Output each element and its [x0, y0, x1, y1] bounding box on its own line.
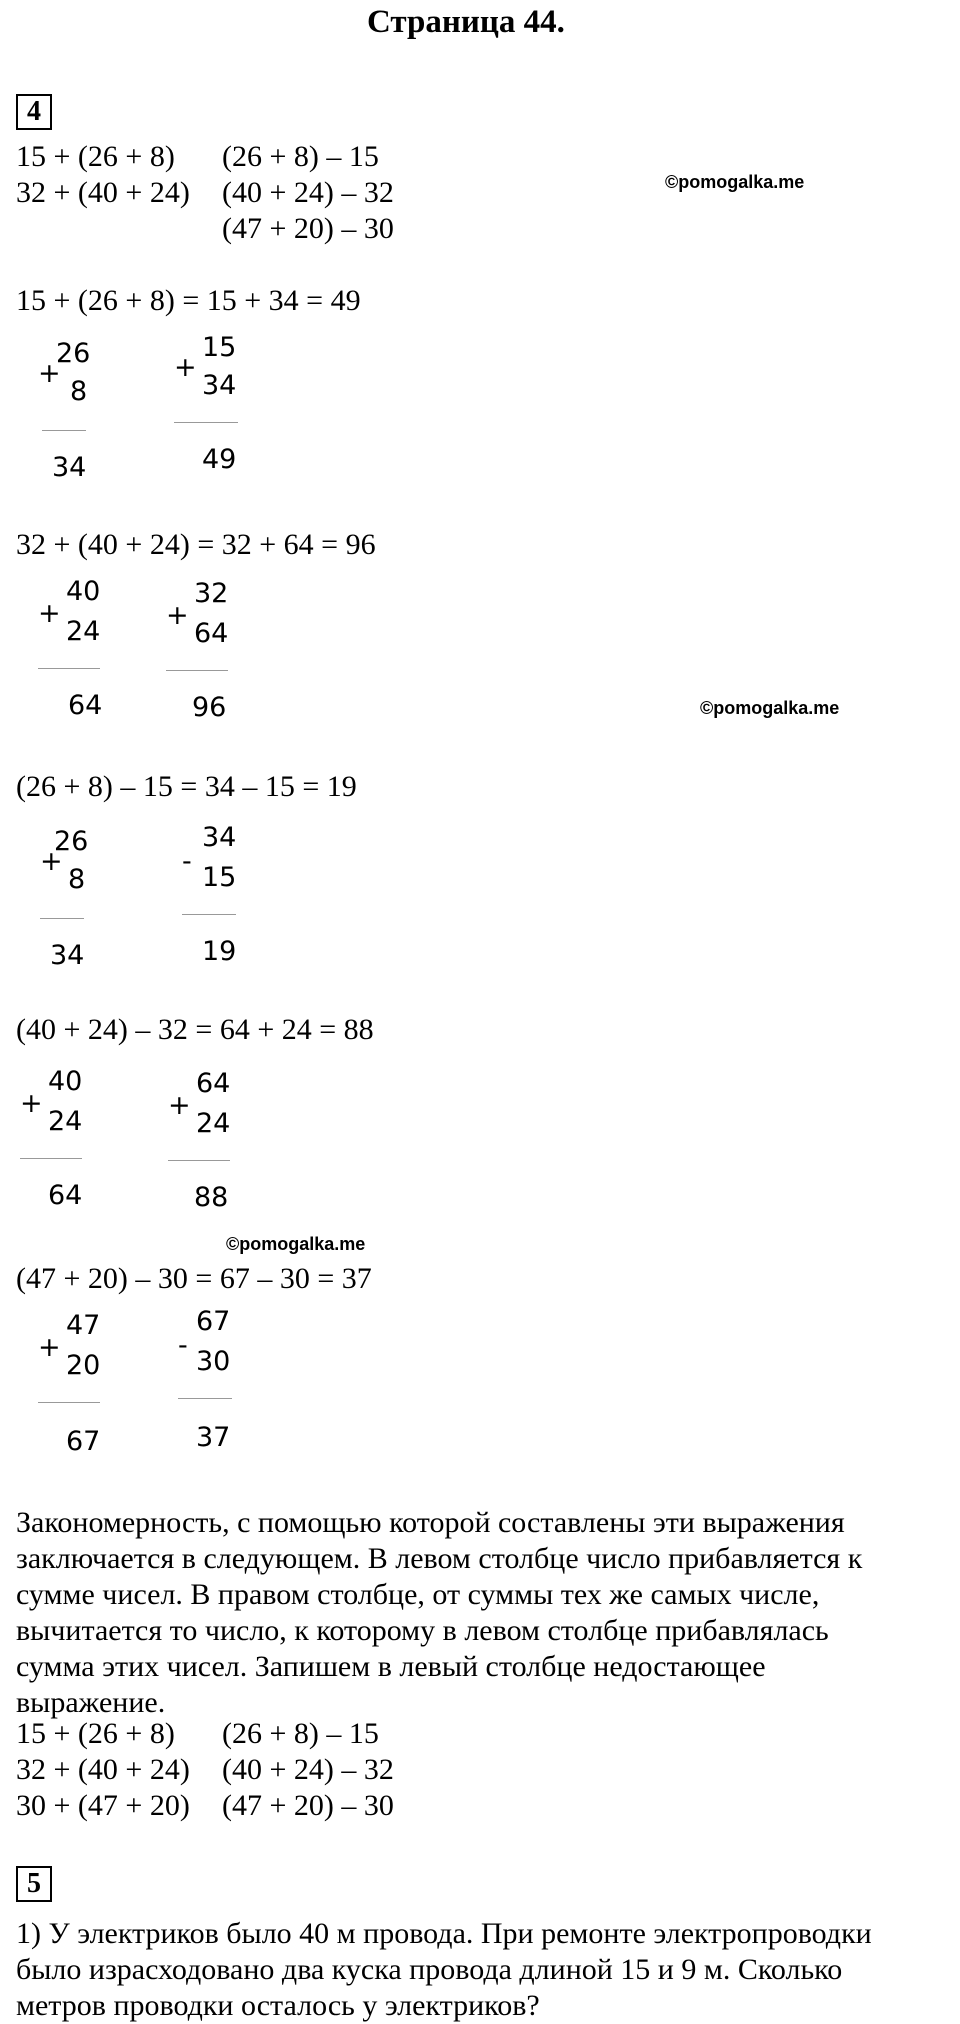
final-left-3: 30 + (47 + 20)	[16, 1789, 190, 1822]
final-left-2: 32 + (40 + 24)	[16, 1753, 190, 1786]
text-line: сумма этих чисел. Запишем в левый столбце недостающее	[16, 1650, 766, 1683]
equation-5: (47 + 20) – 30 = 67 – 30 = 37	[16, 1262, 372, 1295]
equation-4: (40 + 24) – 32 = 64 + 24 = 88	[16, 1013, 374, 1046]
text-line: Закономерность, с помощью которой составлены эти выражения	[16, 1506, 845, 1539]
final-left-1: 15 + (26 + 8)	[16, 1717, 175, 1750]
expr-right-2: (40 + 24) – 32	[222, 176, 394, 209]
final-right-2: (40 + 24) – 32	[222, 1753, 394, 1786]
text-line: выражение.	[16, 1686, 166, 1719]
watermark: ©pomogalka.me	[665, 172, 805, 192]
watermark: ©pomogalka.me	[226, 1234, 366, 1254]
text-line: вычитается то число, к которому в левом столбце прибавлялась	[16, 1614, 829, 1647]
task-5-number: 5	[16, 1866, 52, 1902]
text-line: метров проводки осталось у электриков?	[16, 1989, 540, 2022]
expr-right-3: (47 + 20) – 30	[222, 212, 394, 245]
pattern-explanation	[16, 1505, 946, 1721]
task-4-number: 4	[16, 94, 52, 130]
expr-right-1: (26 + 8) – 15	[222, 140, 379, 173]
task-5-text	[16, 1916, 946, 2024]
equation-3: (26 + 8) – 15 = 34 – 15 = 19	[16, 770, 357, 803]
text-line: заключается в следующем. В левом столбце число прибавляется к	[16, 1542, 863, 1575]
text-line: сумме чисел. В правом столбце, от суммы тех же самых числе,	[16, 1578, 820, 1611]
expr-left-1: 15 + (26 + 8)	[16, 140, 175, 173]
page-title: Страница 44.	[367, 4, 565, 40]
final-right-1: (26 + 8) – 15	[222, 1717, 379, 1750]
equation-1: 15 + (26 + 8) = 15 + 34 = 49	[16, 284, 361, 317]
text-line: 1) У электриков было 40 м провода. При ремонте электропроводки	[16, 1917, 872, 1950]
expr-left-2: 32 + (40 + 24)	[16, 176, 190, 209]
watermark: ©pomogalka.me	[700, 698, 840, 718]
equation-2: 32 + (40 + 24) = 32 + 64 = 96	[16, 528, 376, 561]
text-line: было израсходовано два куска провода длиной 15 и 9 м. Сколько	[16, 1953, 843, 1986]
final-right-3: (47 + 20) – 30	[222, 1789, 394, 1822]
